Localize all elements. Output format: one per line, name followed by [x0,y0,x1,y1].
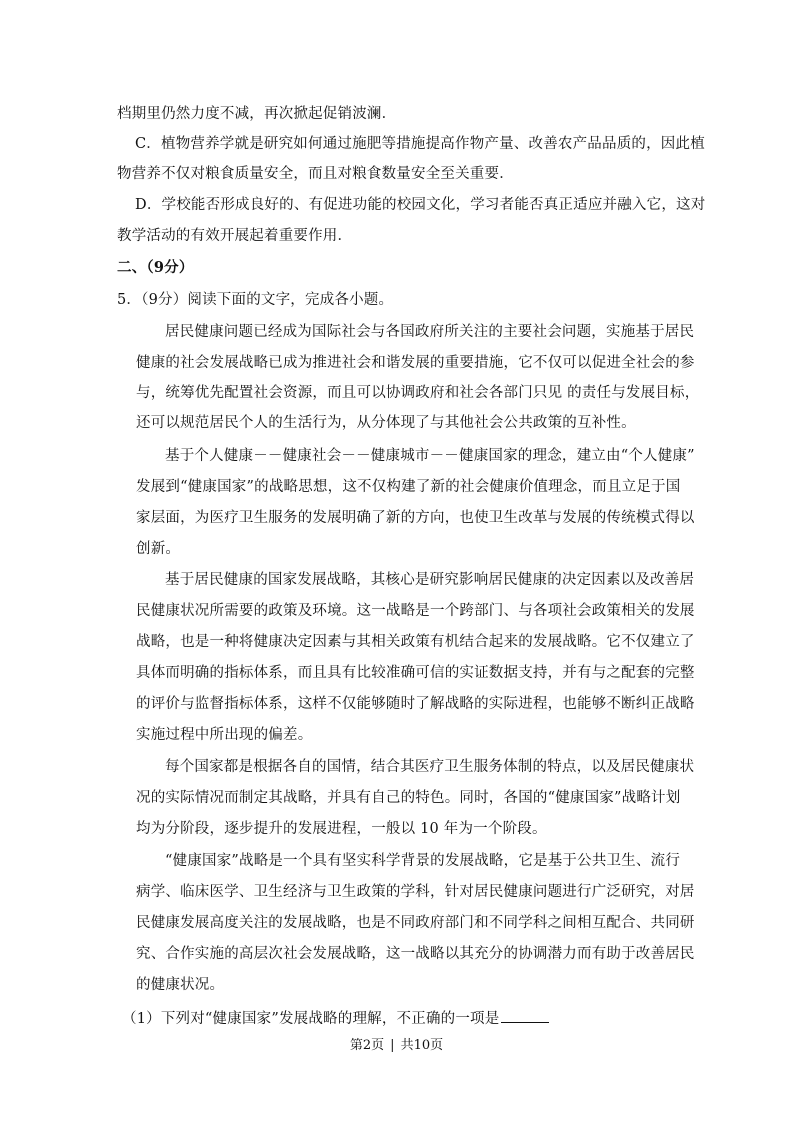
paragraph-line: 发展到“健康国家”的战略思想，这不仅构建了新的社会健康价值理念，而且立足于国 [136,479,681,495]
question-heading: 5．（9分）阅读下面的文字，完成各小题。 [117,292,394,308]
paragraph-line: 民健康发展高度关注的发展战略，也是不同政府部门和不同学科之间相互配合、共同研 [136,915,695,931]
page-number: 第2页 [349,1038,385,1053]
paragraph-line: 家层面，为医疗卫生服务的发展明确了新的方向，也使卫生改革与发展的传统模式得以 [136,510,695,526]
paragraph-line: 健康的社会发展战略已成为推进社会和谐发展的重要措施，它不仅可以促进全社会的参 [136,355,695,371]
paragraph-line: 究、合作实施的高层次社会发展战略，这一战略以其充分的协调潜力而有助于改善居民 [136,946,695,962]
paragraph-line: “健康国家”战略是一个具有坚实科学背景的发展战略，它是基于公共卫生、流行 [165,853,681,869]
paragraph-line: 的健康状况。 [136,977,225,993]
page-footer [0,1037,793,1055]
page-total: 共10页 [400,1038,444,1053]
text-line: 档期里仍然力度不减，再次掀起促销波澜． [117,106,397,122]
option-c-line: C．植物营养学就是研究如何通过施肥等措施提高作物产量、改善农产品品质的，因此植 [135,136,705,152]
paragraph-line: 的评价与监督指标体系，这样不仅能够随时了解战略的实际进程，也能够不断纠正战略 [136,696,695,712]
paragraph-line: 还可以规范居民个人的生活行为，从分体现了与其他社会公共政策的互补性。 [136,415,636,431]
paragraph-line: 每个国家都是根据各自的国情，结合其医疗卫生服务体制的特点，以及居民健康状 [165,759,695,775]
paragraph-line: 实施过程中所出现的偏差。 [136,727,313,743]
paragraph-line: 民健康状况所需要的政策及环境。这一战略是一个跨部门、与各项社会政策相关的发展 [136,603,695,619]
sub-question-text: （1）下列对“健康国家”发展战略的理解，不正确的一项是 [122,1011,500,1027]
answer-blank[interactable] [501,1008,549,1023]
sub-question [122,1008,549,1029]
paragraph-line: 基于个人健康－－健康社会－－健康城市－－健康国家的理念，建立由“个人健康” [165,448,695,464]
text-line: 教学活动的有效开展起着重要作用． [117,228,353,244]
paragraph-line: 与，统筹优先配置社会资源，而且可以协调政府和社会各部门只见 的责任与发展目标， [136,385,700,401]
footer-separator: | [390,1038,395,1053]
paragraph-line: 战略，也是一种将健康决定因素与其相关政策有机结合起来的发展战略。它不仅建立了 [136,634,695,650]
paragraph-line: 况的实际情况而制定其战略，并具有自己的特色。同时，各国的“健康国家”战略计划 [136,790,681,806]
paragraph-line: 均为分阶段，逐步提升的发展进程，一般以 10 年为一个阶段。 [136,821,547,837]
paragraph-line: 基于居民健康的国家发展战略，其核心是研究影响居民健康的决定因素以及改善居 [165,572,695,588]
paragraph-line: 病学、临床医学、卫生经济与卫生政策的学科，针对居民健康问题进行广泛研究，对居 [136,884,695,900]
paragraph-line: 居民健康问题已经成为国际社会与各国政府所关注的主要社会问题，实施基于居民 [165,324,695,340]
text-line: 物营养不仅对粮食质量安全，而且对粮食数量安全至关重要． [117,166,514,182]
option-d-line: D．学校能否形成良好的、有促进功能的校园文化，学习者能否真正适应并融入它，这对 [135,197,706,213]
section-heading: 二、（9分） [117,259,194,276]
paragraph-line: 具体而明确的指标体系，而且具有比较准确可信的实证数据支持，并有与之配套的完整 [136,665,695,681]
paragraph-line: 创新。 [136,541,181,557]
